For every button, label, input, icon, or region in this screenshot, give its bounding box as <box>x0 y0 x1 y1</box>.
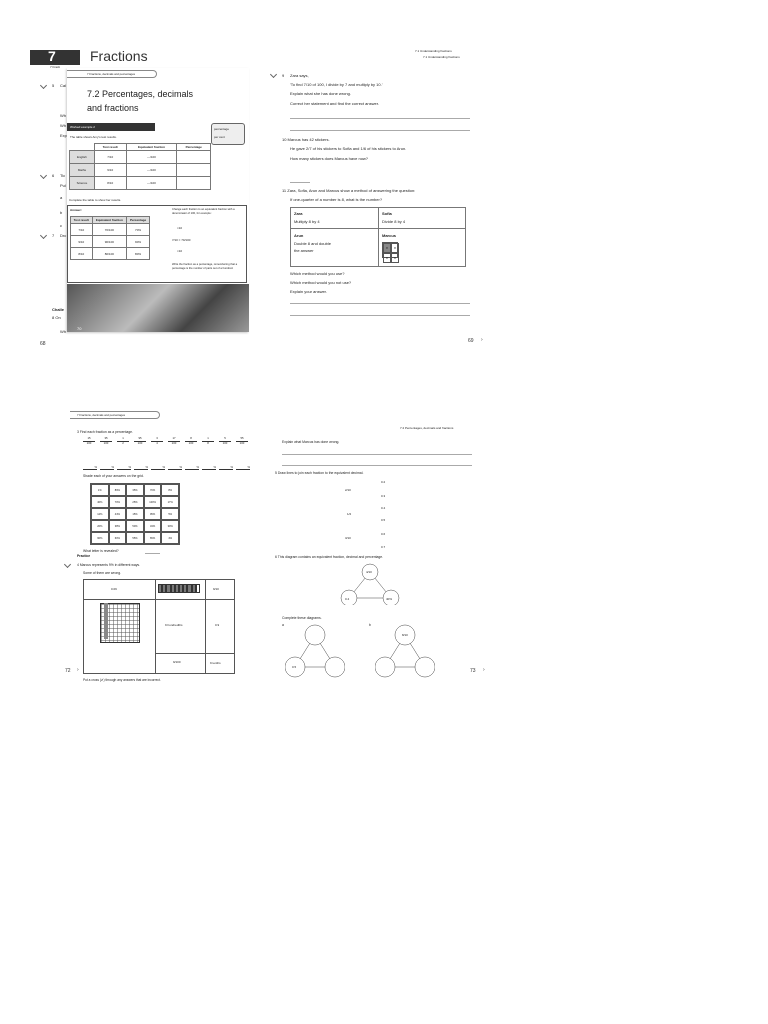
example-top: 4/10 <box>366 570 372 574</box>
denominator: 100 <box>86 440 92 445</box>
answer-table: Test result Equivalent fraction Percentage 7/10 70/100 70% 9/10 90/100 90% 8/10 80/100 80% <box>70 216 150 260</box>
results-table: Test result Equivalent fraction Percentage English 7/10 —/100 Maths 9/10 —/100 Science 8/10 —/100 <box>69 143 211 190</box>
q11-q1: Which method would you use? <box>290 271 345 276</box>
header-text: 7 Fractions, decimals and percentages <box>87 72 136 76</box>
sofia-method: Divide 8 by 4 <box>382 219 406 224</box>
answer-line <box>290 182 310 183</box>
q5-line-2: Wh <box>60 123 66 128</box>
grid-cell[interactable]: 55% <box>126 532 144 544</box>
option-b: b <box>60 210 63 215</box>
grid-cell[interactable]: 1% <box>91 484 109 496</box>
answer-label: Answer: <box>70 208 82 212</box>
shade-instruction: Shade each of your answers on the grid. <box>83 474 144 478</box>
photo-gears <box>67 284 249 332</box>
numerator: 95 <box>134 437 146 442</box>
percentage-blank[interactable]: % <box>83 465 97 470</box>
denominator: 4 <box>156 440 158 445</box>
cell-9-tenths: 9 tenths <box>210 661 221 665</box>
q4-text: 4 Marcus represents 9% in different ways. <box>77 563 141 567</box>
diagram-a-left: 0.5 <box>292 665 297 669</box>
note-2: Write the fraction as a percentage, remembering that a percentage is the number of parts out of a hundred. <box>172 263 238 270</box>
numerator: 17 <box>168 437 180 442</box>
grid-cell[interactable]: 65% <box>144 532 162 544</box>
q10-line-2: He gave 2/7 of his stickers to Sofia and 1/6 of his stickers to Arun. <box>290 146 407 151</box>
note-1: Change each fraction to an equivalent fraction with a denominator of 100, for example: <box>172 208 235 215</box>
q9-line-3: Explain what she has done wrong. <box>290 91 351 96</box>
denominator: 100 <box>137 440 143 445</box>
cell-9-100: 9/100 <box>173 660 181 664</box>
q6-text: 6 This diagram contains an equivalent fraction, decimal and percentage. <box>275 555 384 559</box>
explain-question: Explain what Marcus has done wrong. <box>282 440 340 444</box>
keyword-1: percentage <box>214 127 230 131</box>
q11-q3: Explain your answer. <box>290 289 327 294</box>
numerator: 15 <box>83 437 95 442</box>
denominator: 100 <box>171 440 177 445</box>
q9-number: 9 <box>282 73 285 78</box>
q6-label: Tic <box>60 173 66 178</box>
fraction-item <box>185 437 197 445</box>
grid-cell[interactable]: 20% <box>91 520 109 532</box>
worked-example-text: The table shows Amy's test results. <box>70 135 117 139</box>
answer-line <box>145 553 160 554</box>
label-a: a <box>282 623 284 627</box>
numerator: 8 <box>185 437 197 442</box>
fraction-row <box>83 437 258 451</box>
page-number-72: 72 <box>65 668 71 674</box>
challenge-label: Challe <box>52 307 65 312</box>
answer-line <box>290 303 470 304</box>
complete-instruction: Complete these diagrams. <box>282 616 322 620</box>
q11-line-2: If one-quarter of a number is 8, what is the number? <box>290 197 383 202</box>
tenths-strip <box>158 584 200 593</box>
example-left: 0.4 <box>345 597 350 601</box>
fraction-item <box>236 437 248 445</box>
cell-0-09: 0.09 <box>111 587 117 591</box>
header-text: 7.2 Percentages, decimals and fractions <box>400 426 454 430</box>
grid-cell[interactable]: 25% <box>126 496 144 508</box>
answer-line <box>282 454 472 455</box>
q5-text: 5 Draw lines to join each fraction to the equivalent decimal. <box>275 471 364 475</box>
denominator: 100 <box>239 440 245 445</box>
grid-cell[interactable]: 95% <box>144 508 162 520</box>
grid-cell: 8 <box>383 243 391 253</box>
percentage-blank[interactable]: % <box>168 465 182 470</box>
grid-cell[interactable]: 100% <box>144 496 162 508</box>
decimal-0-5: 0.5 <box>381 518 386 522</box>
percentage-blanks <box>83 465 258 471</box>
grid-cell: 8 <box>391 243 399 253</box>
answer-line <box>282 465 472 466</box>
fraction-item <box>134 437 146 445</box>
q5-line-3: Exp <box>60 133 67 138</box>
page-number-70: 70 <box>77 326 82 331</box>
reveal-question: What letter is revealed? <box>83 549 119 553</box>
triangle-diagram-b <box>375 623 435 678</box>
fraction-item <box>168 437 180 445</box>
percentage-blank[interactable]: % <box>151 465 165 470</box>
percentage-blank[interactable]: % <box>117 465 131 470</box>
header-text: 7 Fractions, decimals and percentages <box>77 413 126 417</box>
denominator: 100 <box>103 440 109 445</box>
fraction-item <box>151 437 163 445</box>
tick-icon <box>64 561 71 568</box>
numerator: 35 <box>100 437 112 442</box>
header-text: 7.1 Understanding fractions <box>415 49 452 53</box>
section-title: 7.2 Percentages, decimals <box>87 89 194 99</box>
fraction-2-10: 2/10 <box>345 488 351 492</box>
page-72 <box>55 410 255 680</box>
grid-cell[interactable]: 90% <box>91 532 109 544</box>
q5-line-1: Wh <box>60 113 66 118</box>
decimal-0-7: 0.7 <box>381 545 386 549</box>
q7-label: Drc <box>60 233 67 238</box>
grid-cell[interactable]: 89% <box>109 484 127 496</box>
grid-cell[interactable]: 40% <box>91 496 109 508</box>
numerator: 55 <box>236 437 248 442</box>
example-right: 40% <box>386 597 393 601</box>
tick-icon <box>40 82 47 89</box>
decimal-0-2: 0.2 <box>381 480 386 484</box>
task-text: Complete the table to show her results. <box>69 198 122 202</box>
times-10-top: ×10 <box>177 226 183 230</box>
decimal-0-6: 0.6 <box>381 532 386 536</box>
grid-cell[interactable]: 50% <box>126 520 144 532</box>
page-number-69: 69 <box>468 338 474 344</box>
grid-cell[interactable]: 15% <box>126 508 144 520</box>
page-69 <box>265 45 495 355</box>
fraction-3-10: 3/10 <box>345 536 351 540</box>
percentage-blank[interactable]: % <box>134 465 148 470</box>
chevron-right-icon: › <box>481 337 483 343</box>
section-title-2: and fractions <box>87 103 139 113</box>
denominator: 8 <box>207 440 209 445</box>
page-70 <box>67 68 249 332</box>
grid-cell[interactable]: 38% <box>109 520 127 532</box>
q9-line-2: 'To find 7/10 of 100, I divide by 7 and multiply by 10.' <box>290 82 383 87</box>
percentage-grid <box>90 483 180 545</box>
q3-text: 3 Find each fraction as a percentage. <box>77 430 133 434</box>
q10-line-1: 10 Marcus has 42 stickers. <box>282 137 330 142</box>
chevron-right-icon: › <box>77 667 79 673</box>
fraction-item <box>100 437 112 445</box>
decimal-0-3: 0.3 <box>381 494 386 498</box>
tick-icon <box>270 71 277 78</box>
percentage-blank[interactable]: % <box>185 465 199 470</box>
numerator: 1 <box>202 437 214 442</box>
arun-method-1: Double 8 and double <box>294 241 331 246</box>
q6-number: 6 <box>52 173 55 178</box>
percentage-blank[interactable]: % <box>219 465 233 470</box>
page-73 <box>265 410 495 680</box>
fraction-item <box>219 437 231 445</box>
grid-cell[interactable]: 60% <box>109 532 127 544</box>
q8-label: 8 On <box>52 315 61 320</box>
chevron-right-icon: › <box>483 667 485 673</box>
answer-line <box>290 130 470 131</box>
option-a: a <box>60 195 63 200</box>
triangle-diagram-a <box>285 623 345 678</box>
q10-line-3: How many stickers does Marcus have now? <box>290 156 369 161</box>
cell-9-hundredths: 9 hundredths <box>165 623 183 627</box>
page-number-68: 68 <box>40 341 46 347</box>
option-c: c <box>60 223 62 228</box>
marcus-label: Marcus <box>382 233 397 238</box>
q11-line-1: 11 Zara, Sofia, Arun and Marcus show a method of answering the question: <box>282 188 416 193</box>
tick-icon <box>40 172 47 179</box>
fraction-1-2: 1/2 <box>347 512 352 516</box>
numerator: 3 <box>151 437 163 442</box>
grid-cell[interactable]: 17% <box>161 496 179 508</box>
percentage-blank[interactable]: % <box>202 465 216 470</box>
chapter-title: Fractions <box>90 48 148 64</box>
sofia-label: Sofia <box>382 211 392 216</box>
hundred-grid-shaded <box>104 603 108 639</box>
grid-cell[interactable]: 5% <box>161 508 179 520</box>
denominator: 2 <box>122 440 124 445</box>
fraction-item <box>202 437 214 445</box>
grid-cell[interactable]: 70% <box>144 484 162 496</box>
practice-heading: Practice <box>77 554 91 558</box>
q9-line-4: Correct her statement and find the correct answer. <box>290 101 379 106</box>
grid-cell[interactable]: 30% <box>161 520 179 532</box>
percentage-blank[interactable]: % <box>236 465 250 470</box>
marcus-grid <box>382 242 398 258</box>
q11-q2: Which method would you not use? <box>290 280 352 285</box>
q5-label: Cal <box>60 83 67 88</box>
numerator: 1 <box>117 437 129 442</box>
grid-cell[interactable]: 35% <box>126 484 144 496</box>
label-b: b <box>369 623 371 627</box>
denominator: 100 <box>188 440 194 445</box>
q7-number: 7 <box>52 233 55 238</box>
q9-line-1: Zara says, <box>290 73 309 78</box>
equivalent-example: 7/10 = 70/100 <box>172 238 191 242</box>
grid-cell[interactable]: 8% <box>161 484 179 496</box>
grid-cell: 8 <box>391 253 399 263</box>
q4-sub: Some of them are wrong. <box>83 571 122 575</box>
numerator: 5 <box>219 437 231 442</box>
cell-0-9: 0.9 <box>215 623 220 627</box>
answer-line <box>290 118 470 119</box>
grid-cell[interactable]: 12% <box>91 508 109 520</box>
fraction-item <box>117 437 129 445</box>
tick-icon <box>40 232 47 239</box>
worked-example-title: Worked example 2 <box>70 125 95 129</box>
q5-number: 5 <box>52 83 55 88</box>
grid-cell[interactable]: 4% <box>161 532 179 544</box>
diagram-b-top: 8/10 <box>402 633 408 637</box>
arun-method-2: the answer <box>294 248 314 253</box>
decimal-0-4: 0.4 <box>381 506 386 510</box>
grid-cell: 8 <box>383 253 391 263</box>
header-text-2: 7.1 Understanding fractions <box>423 55 460 59</box>
keyword-2: per cent <box>214 135 225 139</box>
zara-method: Multiply 8 by 4 <box>294 219 320 224</box>
denominator: 100 <box>222 440 228 445</box>
q6-sub: Pul <box>60 183 66 188</box>
percentage-blank[interactable]: % <box>100 465 114 470</box>
cell-9-10: 9/10 <box>213 587 219 591</box>
grid-cell[interactable]: 70% <box>109 496 127 508</box>
strip-label: 7 Fracti <box>50 65 61 69</box>
zara-label: Zara <box>294 211 303 216</box>
grid-cell[interactable]: 44% <box>109 508 127 520</box>
q8-line: Wh <box>60 329 66 334</box>
page-number-73: 73 <box>470 668 476 674</box>
cross-instruction: Put a cross (✗) through any answers that are incorrect. <box>83 678 161 682</box>
grid-cell[interactable]: 34% <box>144 520 162 532</box>
arun-label: Arun <box>294 233 304 238</box>
answer-line <box>290 315 470 316</box>
chapter-number: 7 <box>48 48 56 64</box>
fraction-item <box>83 437 95 445</box>
times-10-bottom: ×10 <box>177 249 183 253</box>
